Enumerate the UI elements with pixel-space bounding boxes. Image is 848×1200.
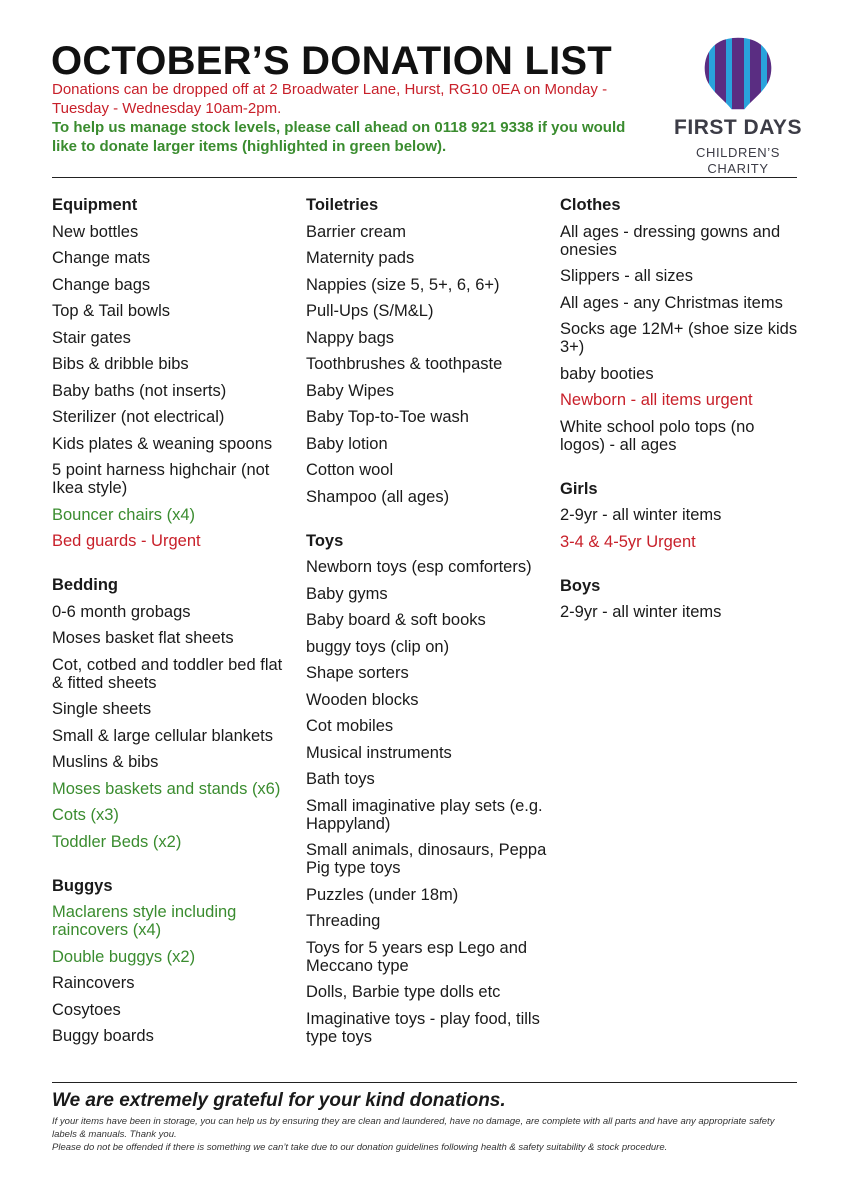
list-item: Barrier cream [306,222,406,241]
list-item: Puzzles (under 18m) [306,885,459,904]
list-item: Small imaginative play sets (e.g. Happyland) [306,796,543,833]
section-clothes [560,196,800,454]
list-item: White school polo tops (no logos) - all ages [560,417,755,454]
section-buggys [52,877,292,1046]
charity-logo [668,34,808,176]
list-item: Baby baths (not inserts) [52,381,227,400]
list-item: Moses basket flat sheets [52,629,234,647]
footer [52,1089,797,1154]
section-title: Equipment [52,196,138,214]
guidelines-note: Please do not be offended if there is something we can’t take due to our donation guidelines following health & safety suitability & stock procedure. [52,1142,668,1153]
thanks-message: We are extremely grateful for your kind donations. [52,1090,506,1111]
section-bedding [52,576,292,851]
list-item: All ages - any Christmas items [560,293,783,312]
section-title: Girls [560,479,598,498]
list-item: Change mats [52,249,151,267]
list-item: Buggy boards [52,1027,154,1045]
logo-name: FIRST DAYS [674,116,802,139]
list-item: buggy toys (clip on) [306,637,450,656]
section-title: Boys [560,576,601,595]
list-item: Baby lotion [306,434,388,453]
list-item: Baby Top-to-Toe wash [306,408,469,426]
list-item: Bath toys [306,770,375,788]
list-item: Toothbrushes & toothpaste [306,355,503,373]
header-divider [52,177,797,178]
list-item: 2-9yr - all winter items [560,603,722,621]
list-item: Stair gates [52,328,131,347]
list-item: Socks age 12M+ (shoe size kids 3+) [560,320,798,356]
list-item-urgent: Newborn - all items urgent [560,391,753,409]
dropoff-info: Donations can be dropped off at 2 Broadwater Lane, Hurst, RG10 0EA on Monday - Tuesday - Wednesday 10am-2pm. [52,81,608,117]
list-item: Shampoo (all ages) [306,487,450,506]
list-item: Nappies (size 5, 5+, 6, 6+) [306,275,500,294]
section-toiletries [306,196,551,506]
section-title: Toys [306,531,344,550]
section-boys [560,577,800,622]
storage-note: If your items have been in storage, you can help us by ensuring they are clean and laundered, have no damage, are complete with all parts and have any appropriate safety labels & manuals. Thank you. [52,1116,775,1140]
list-item: Kids plates & weaning spoons [52,434,273,453]
list-item: All ages - dressing gowns and onesies [560,222,781,259]
call-ahead-info: To help us manage stock levels, please call ahead on 0118 921 9338 if you would like to donate larger items (highlighted in green below). [52,119,626,155]
footer-divider [52,1082,797,1083]
section-girls [560,480,800,551]
list-item: New bottles [52,222,139,241]
section-title: Clothes [560,196,621,214]
list-item: Small & large cellular blankets [52,726,274,745]
list-item: Cot, cotbed and toddler bed flat & fitted sheets [52,655,283,692]
list-item: Sterilizer (not electrical) [52,408,225,426]
logo-subtitle: CHILDREN’S CHARITY [695,145,780,176]
column-3 [560,196,800,647]
list-item: 5 point harness highchair (not Ikea style) [52,461,270,497]
intro-text [52,80,652,156]
list-item: Musical instruments [306,743,452,762]
list-item: Change bags [52,275,151,294]
list-item: Shape sorters [306,664,409,682]
list-item: Top & Tail bowls [52,302,171,320]
list-item: 0-6 month grobags [52,602,191,621]
list-item: Small animals, dinosaurs, Peppa Pig type toys [306,841,547,877]
list-item: Single sheets [52,700,152,718]
section-title: Toiletries [306,196,379,214]
section-title: Buggys [52,876,113,895]
list-item: Muslins & bibs [52,753,159,771]
list-item: Pull-Ups (S/M&L) [306,302,434,320]
list-item-large: Maclarens style including raincovers (x4) [52,903,237,939]
column-1 [52,196,292,1071]
column-2 [306,196,551,1072]
list-item: Cotton wool [306,461,394,479]
list-item-large: Double buggys (x2) [52,947,196,966]
list-item: Threading [306,912,381,930]
list-item: Bibs & dribble bibs [52,355,189,373]
list-item: Slippers - all sizes [560,267,693,285]
list-item-large: Toddler Beds (x2) [52,832,182,851]
list-item: Cot mobiles [306,717,394,735]
section-equipment [52,196,292,550]
list-item: Newborn toys (esp comforters) [306,558,532,576]
section-title: Bedding [52,576,118,594]
list-item: Maternity pads [306,249,415,267]
section-toys [306,532,551,1046]
list-item: Baby board & soft books [306,611,486,629]
list-item: Baby gyms [306,584,388,603]
list-item-urgent: Bed guards - Urgent [52,532,201,550]
list-item: 2-9yr - all winter items [560,506,722,524]
list-item: Baby Wipes [306,381,395,400]
list-item: Wooden blocks [306,690,419,709]
hot-air-balloon-icon [668,34,808,116]
list-item-urgent: 3-4 & 4-5yr Urgent [560,532,696,551]
list-item: baby booties [560,364,654,383]
page-title: OCTOBER’S DONATION LIST [51,39,612,83]
list-item: Dolls, Barbie type dolls etc [306,983,501,1001]
list-item: Nappy bags [306,328,395,347]
list-item-large: Cots (x3) [52,806,119,824]
list-item: Toys for 5 years esp Lego and Meccano type [306,938,528,975]
list-item-large: Bouncer chairs (x4) [52,505,196,524]
list-item-large: Moses baskets and stands (x6) [52,779,281,798]
list-item: Raincovers [52,974,135,992]
list-item: Cosytoes [52,1000,121,1019]
list-item: Imaginative toys - play food, tills type toys [306,1009,540,1046]
